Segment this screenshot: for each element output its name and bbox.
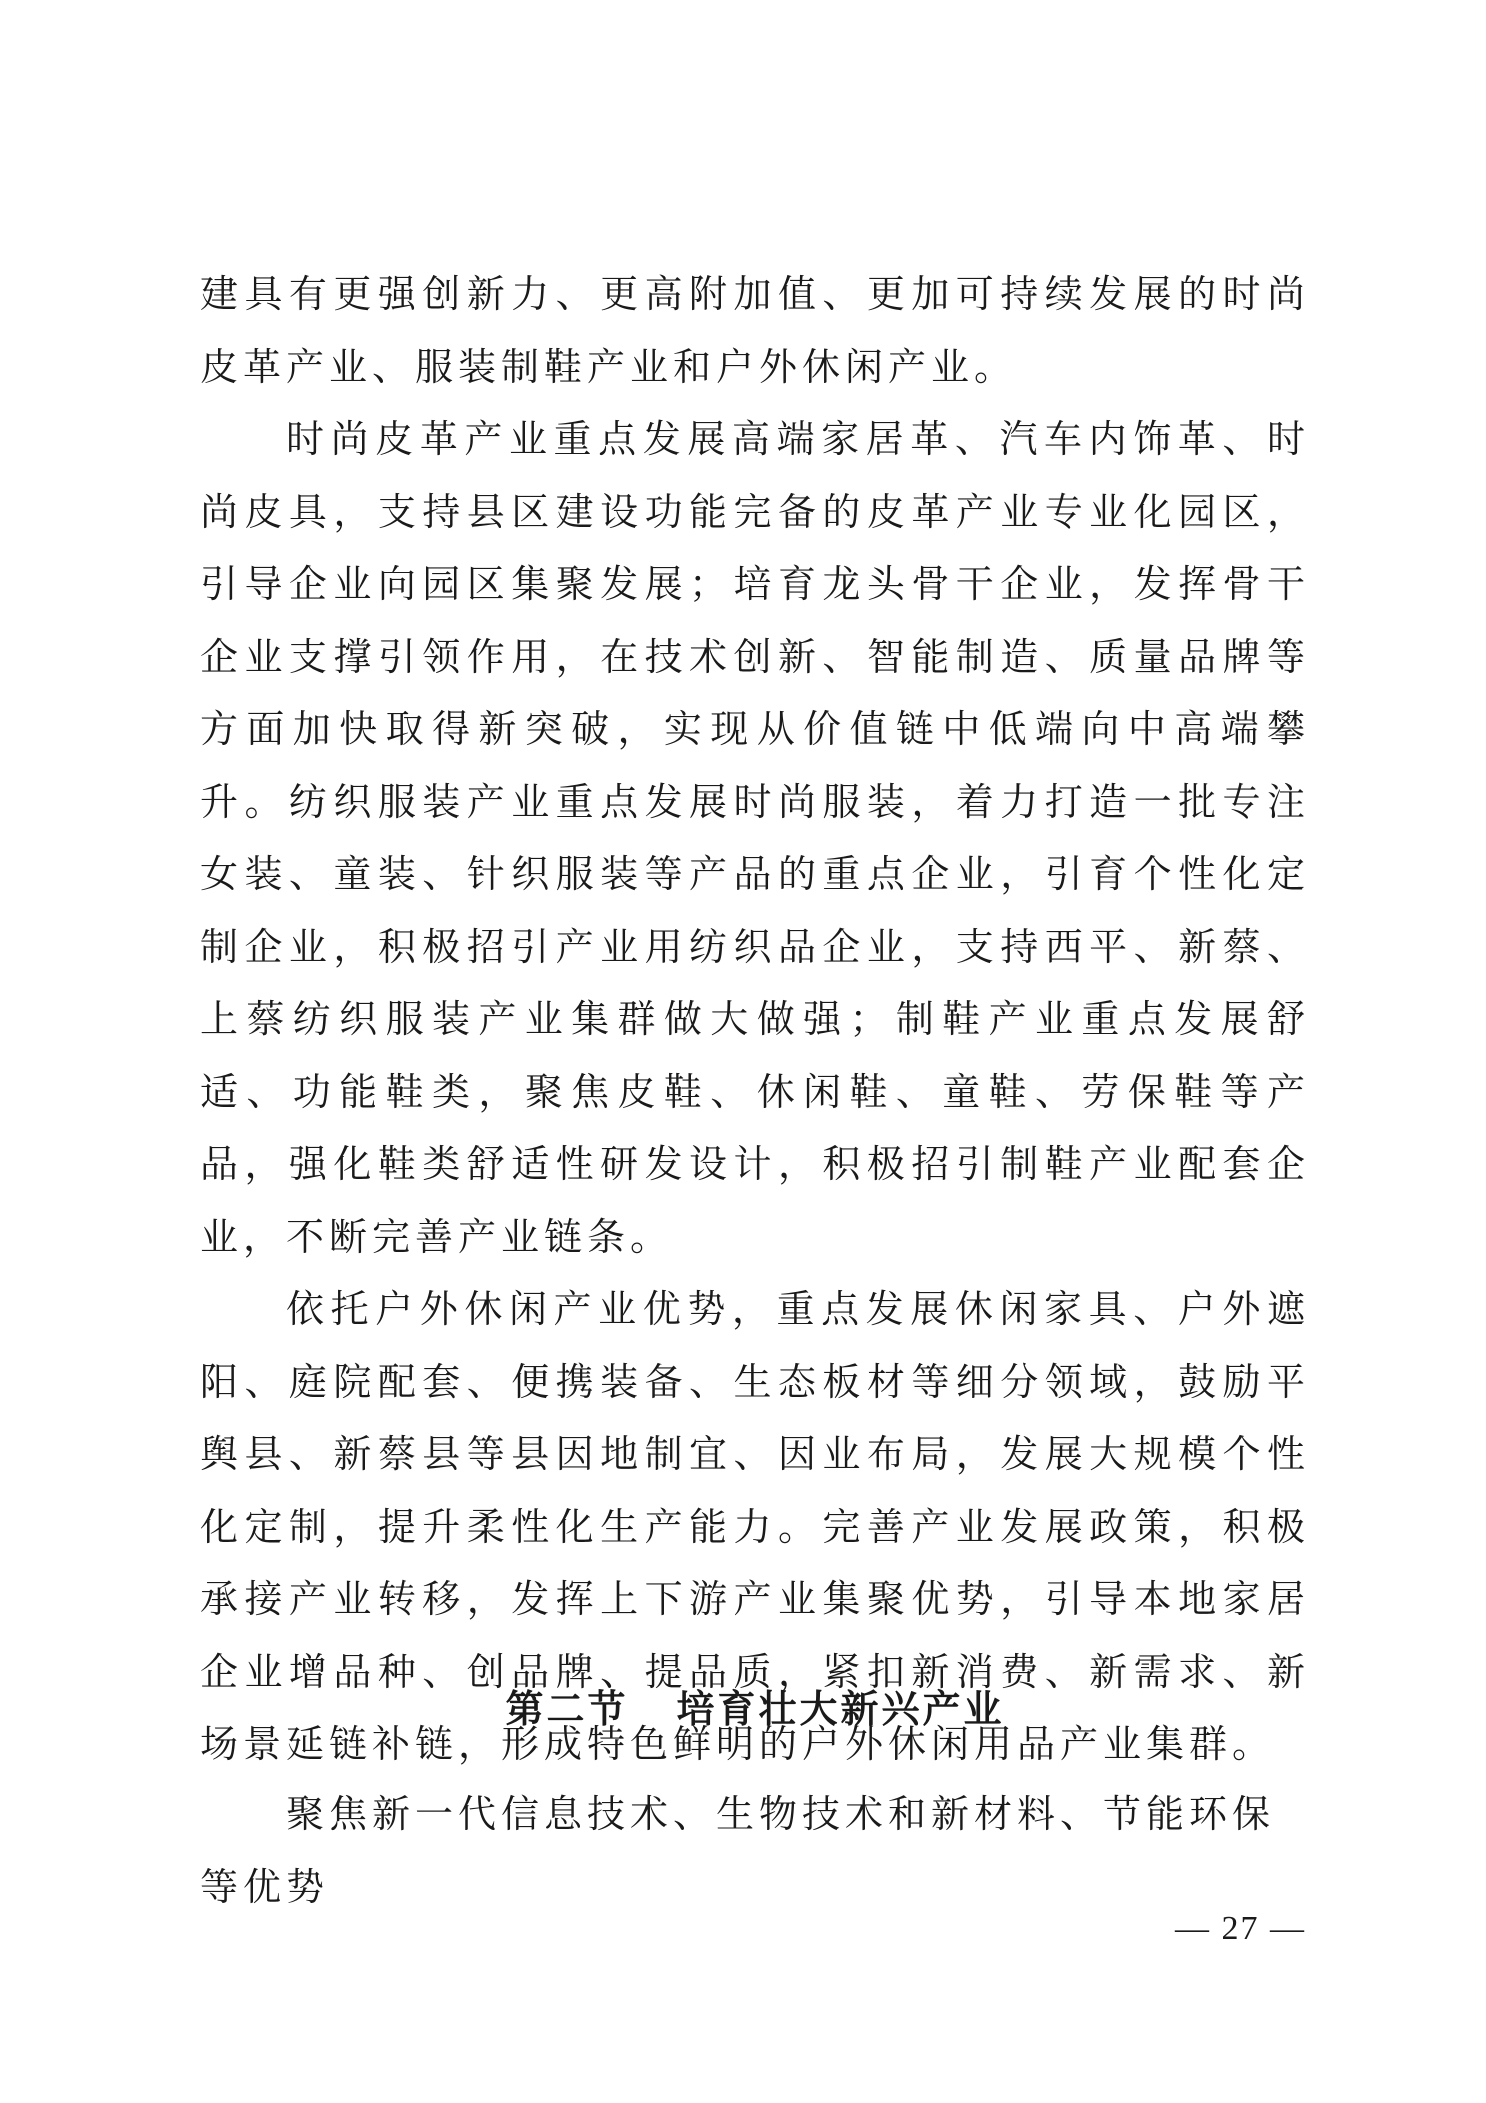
section-title: 培育壮大新兴产业 <box>676 1687 1005 1731</box>
body-text <box>200 258 1310 1781</box>
page-number: — 27 — <box>1175 1910 1306 1947</box>
tail-text <box>200 1778 1310 1923</box>
paragraph-3: 依托户外休闲产业优势，重点发展休闲家具、户外遮阳、庭院配套、便携装备、生态板材等细分领域，鼓励平舆县、新蔡县等县因地制宜、因业布局，发展大规模个性化定制，提升柔性化生产能力。完善产业发展政策，积极承接产业转移，发挥上下游产业集聚优势，引导本地家居企业增品种、创品牌、提品质，紧扣新消费、新需求、新场景延链补链，形成特色鲜明的户外休闲用品产业集群。 <box>200 1287 1310 1766</box>
section-heading <box>200 1678 1310 1733</box>
paragraph-4: 聚焦新一代信息技术、生物技术和新材料、节能环保等优势 <box>200 1792 1276 1909</box>
paragraph-2: 时尚皮革产业重点发展高端家居革、汽车内饰革、时尚皮具，支持县区建设功能完备的皮革产业专业化园区，引导企业向园区集聚发展；培育龙头骨干企业，发挥骨干企业支撑引领作用，在技术创新、智能制造、质量品牌等方面加快取得新突破，实现从价值链中低端向中高端攀升。纺织服装产业重点发展时尚服装，着力打造一批专注女装、童装、针织服装等产品的重点企业，引育个性化定制企业，积极招引产业用纺织品企业，支持西平、新蔡、上蔡纺织服装产业集群做大做强；制鞋产业重点发展舒适、功能鞋类，聚焦皮鞋、休闲鞋、童鞋、劳保鞋等产品，强化鞋类舒适性研发设计，积极招引制鞋产业配套企业，不断完善产业链条。 <box>200 417 1310 1259</box>
section-number: 第二节 <box>505 1687 629 1731</box>
paragraph-1: 建具有更强创新力、更高附加值、更加可持续发展的时尚皮革产业、服装制鞋产业和户外休闲产业。 <box>200 272 1310 389</box>
